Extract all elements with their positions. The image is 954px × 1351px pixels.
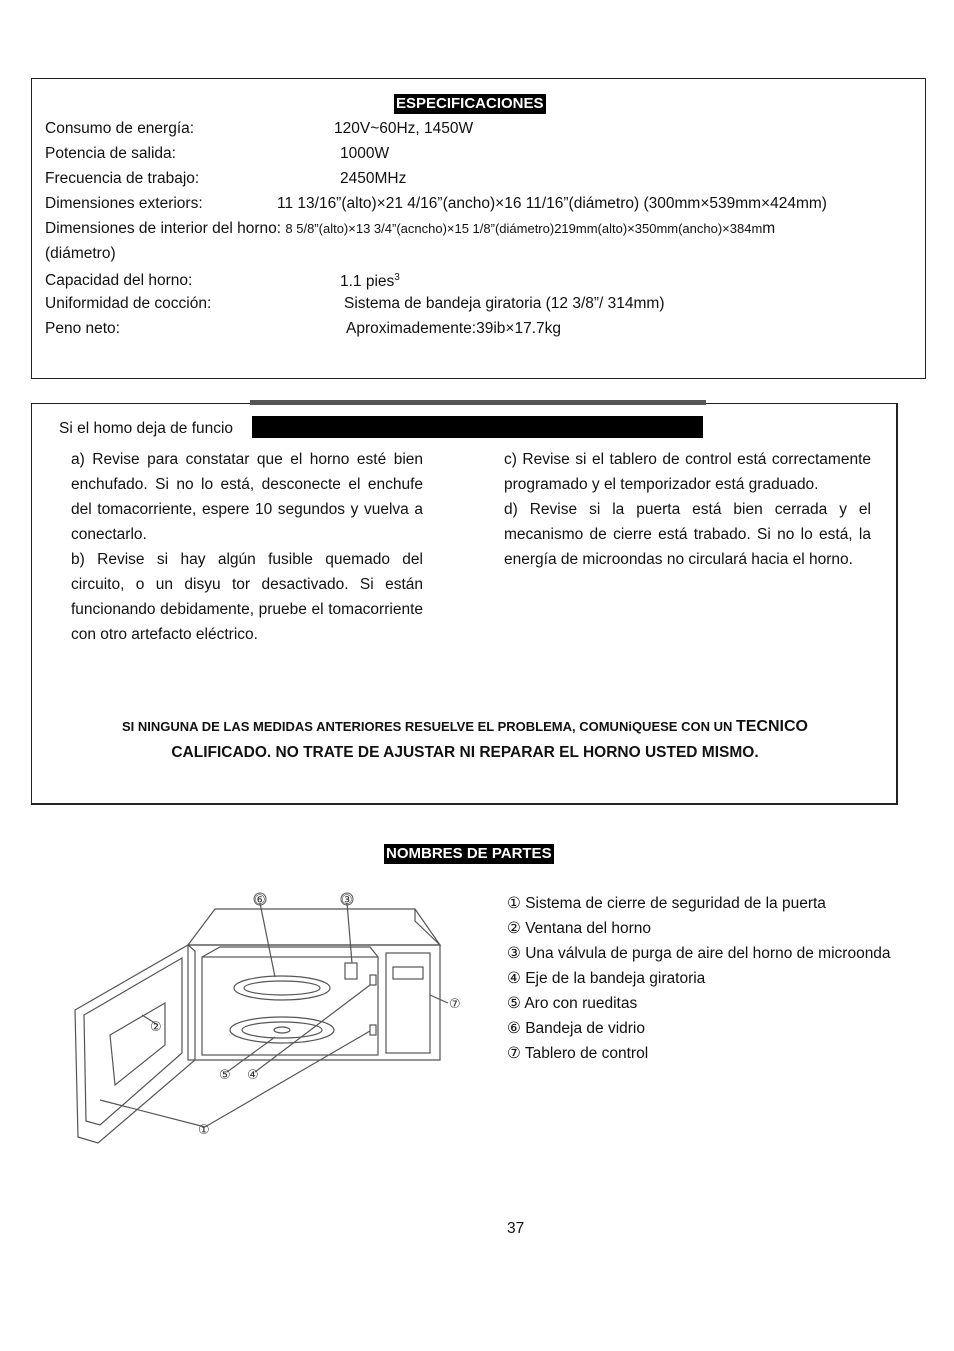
parts-list-item: ⑥ Bandeja de vidrio — [507, 1020, 645, 1037]
spec-label-output: Potencia de salida: — [45, 145, 176, 162]
roller-ring — [230, 1017, 334, 1043]
callout-5: ⑤ — [219, 1068, 231, 1083]
spec-value-weight: Aproximademente:39ib×17.7kg — [346, 320, 561, 337]
parts-list-item: ③ Una válvula de purga de aire del horno de microonda — [507, 945, 891, 962]
parts-list — [507, 891, 909, 1066]
glass-tray — [234, 976, 330, 1000]
cabinet-body — [188, 945, 440, 1060]
spec-value-frequency: 2450MHz — [340, 170, 407, 187]
parts-list-item: ⑦ Tablero de control — [507, 1045, 649, 1062]
spec-value-exterior: 11 13/16”(alto)×21 4/16”(ancho)×16 11/16”(diámetro) (300mm×539mm×424mm) — [277, 195, 827, 212]
spec-value-interior-line2: (diámetro) — [45, 245, 116, 262]
troubleshooting-item-b: b) Revise si hay algún fusible quemado del circuito, o un disyu tor desactivado. Si están funcionando debidamente, pruebe el tomacorriente con otro artefacto eléctrico. — [71, 551, 423, 643]
spec-label-uniformity: Uniformidad de cocción: — [45, 295, 212, 312]
warning-line-1-big: TECNICO — [735, 718, 808, 735]
troubleshooting-item-c: c) Revise si el tablero de control está correctamente programado y el temporizador está graduado. — [504, 451, 871, 493]
troubleshooting-item-d: d) Revise si la puerta está bien cerrada y el mecanismo de cierre está trabado. Si no lo está, la energía de microondas no circulará hacia el horno. — [504, 501, 871, 568]
redacted-heading-bar — [250, 400, 706, 405]
spec-value-interior: 8 5/8”(alto)×13 3/4”(acncho)×15 1/8”(diámetro)219mm(alto)×350mm(ancho)×384m — [285, 221, 763, 236]
warning-line-2: CALIFICADO. NO TRATE DE AJUSTAR NI REPARAR EL HORNO USTED MISMO. — [171, 744, 759, 761]
spec-value-capacity — [340, 272, 400, 291]
spec-value-interior-tail: m — [762, 220, 776, 237]
specifications-heading: ESPECIFICACIONES — [396, 95, 544, 112]
parts-list-item: ④ Eje de la bandeja giratoria — [507, 970, 706, 987]
spec-label-weight: Peno neto: — [45, 320, 120, 337]
troubleshooting-right-column — [504, 447, 871, 572]
redacted-intro-block — [252, 416, 703, 438]
spec-value-capacity-text: 1.1 pies — [340, 273, 395, 291]
parts-heading: NOMBRES DE PARTES — [386, 845, 552, 862]
oven-cavity — [202, 957, 378, 1055]
spec-label-frequency: Frecuencia de trabajo: — [45, 170, 200, 187]
warning-line-1 — [32, 718, 898, 736]
callout-6: ⑥ — [254, 893, 266, 908]
spec-label-interior: Dimensiones de interior del horno: — [45, 220, 282, 237]
oven-door — [75, 945, 195, 1143]
spec-value-output: 1000W — [340, 145, 390, 162]
spec-value-capacity-sup: 3 — [394, 272, 400, 283]
troubleshooting-item-a: a) Revise para constatar que el horno esté bien enchufado. Si no lo está, desconecte el enchufe del tomacorriente, espere 10 segundos y vuelva a conectarlo. — [71, 451, 423, 543]
parts-list-item: ⑤ Aro con rueditas — [507, 995, 638, 1012]
troubleshooting-intro: Si el homo deja de funcio — [59, 420, 234, 437]
spec-label-exterior: Dimensiones exteriors: — [45, 195, 203, 212]
callout-3: ③ — [341, 893, 353, 908]
spec-interior-row — [45, 220, 775, 238]
callout-4: ④ — [247, 1068, 259, 1083]
warning-line-1-small: SI NINGUNA DE LAS MEDIDAS ANTERIORES RESUELVE EL PROBLEMA, COMUNiQUESE CON UN — [122, 719, 733, 734]
callout-2: ② — [150, 1020, 162, 1035]
spec-value-power: 120V~60Hz, 1450W — [334, 120, 474, 137]
parts-list-item: ② Ventana del horno — [507, 920, 652, 937]
page-number: 37 — [507, 1220, 525, 1237]
spec-value-uniformity: Sistema de bandeja giratoria (12 3/8”/ 314mm) — [344, 295, 665, 312]
spec-label-capacity: Capacidad del horno: — [45, 272, 193, 289]
parts-list-item: ① Sistema de cierre de seguridad de la puerta — [507, 895, 826, 912]
callout-7: ⑦ — [449, 997, 461, 1012]
spec-label-power: Consumo de energía: — [45, 120, 195, 137]
microwave-diagram — [70, 885, 470, 1150]
callout-1: ① — [198, 1123, 210, 1138]
troubleshooting-left-column — [71, 447, 423, 647]
cabinet-top — [188, 909, 440, 945]
